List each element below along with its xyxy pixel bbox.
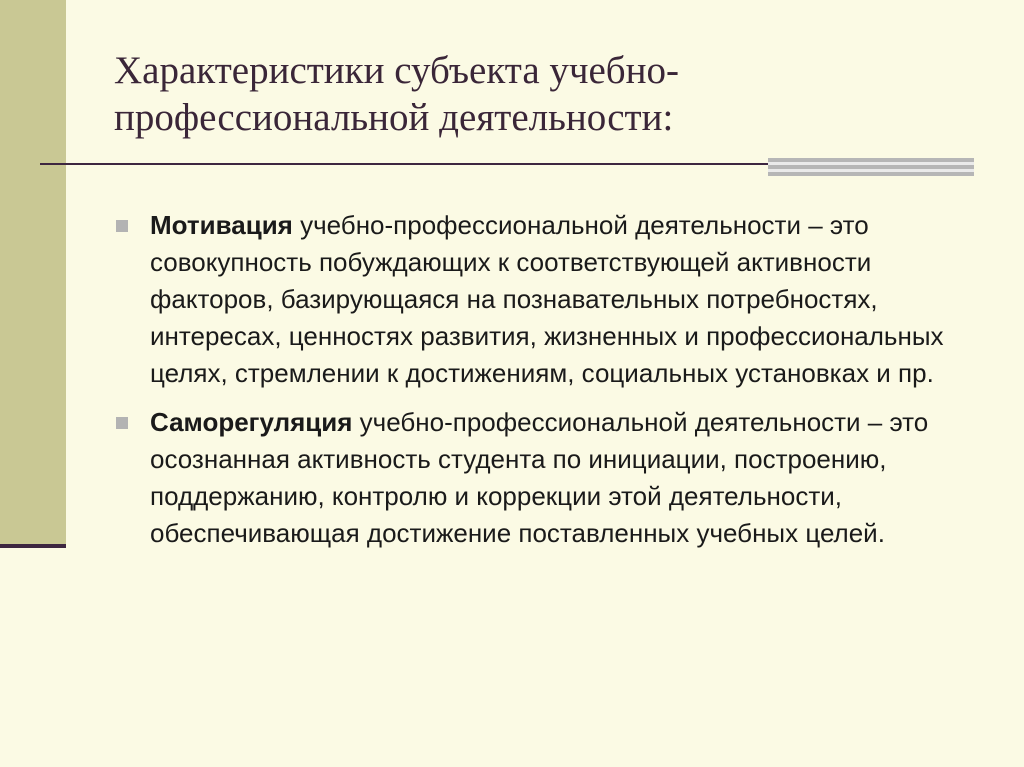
square-bullet-icon (116, 220, 128, 232)
title-accent-stripes (768, 158, 974, 176)
left-band-rule (0, 544, 66, 548)
bullet-text: учебно-профессиональной деятельности – это осознанная активность студента по инициации, построению, поддержанию, контролю и коррекции этой деятельности, обеспечивающая достижение поставленных учебных целей. (150, 407, 929, 548)
bullet-text: учебно-профессиональной деятельности – это совокупность побуждающих к соответствующей активности факторов, базирующаяся на познавательных потребностях, интересах, ценностях развития, жизненных и профессиональных целях, стремлении к достижениям, социальных установках и пр. (150, 210, 944, 388)
slide-title: Характеристики субъекта учебно-профессиональной деятельности: (114, 49, 680, 139)
bullet-self-regulation (114, 404, 964, 552)
left-decorative-band (0, 0, 66, 545)
bullet-motivation (114, 207, 964, 392)
square-bullet-icon (116, 417, 128, 429)
bullet-list (114, 207, 964, 564)
bullet-term: Мотивация (150, 210, 293, 240)
bullet-term: Саморегуляция (150, 407, 353, 437)
